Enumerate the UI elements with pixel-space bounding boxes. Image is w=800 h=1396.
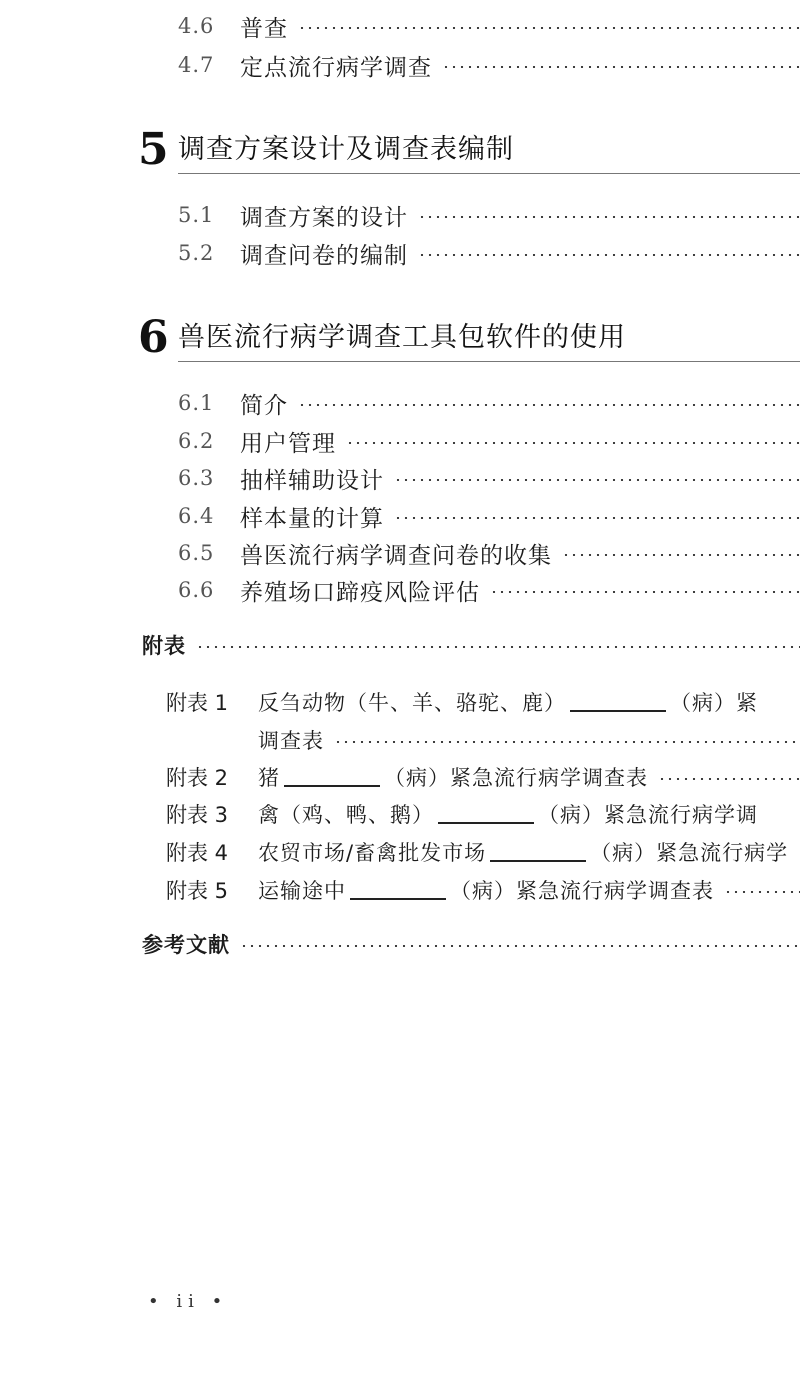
appendix-heading[interactable] [142, 627, 800, 663]
appendix-number: 附表 4 [166, 841, 229, 865]
section-number: 6.2 [178, 429, 215, 453]
toc-entry-4-7[interactable] [178, 48, 800, 82]
appendix-item-2[interactable] [166, 759, 800, 795]
section-number: 4.6 [178, 14, 215, 38]
appendix-title-after: （病）紧急流行病学 [590, 841, 789, 865]
dot-leader [346, 442, 800, 444]
chapter-rule [178, 173, 800, 174]
appendix-title-after: （病）紧急流行病学调查表 [384, 766, 648, 790]
dot-leader [394, 479, 800, 481]
dot-leader [334, 741, 800, 743]
dot-leader [658, 778, 800, 780]
toc-entry-6-1[interactable] [178, 386, 800, 420]
toc-entry-6-2[interactable] [178, 424, 800, 458]
appendix-item-3[interactable] [166, 796, 800, 832]
fill-in-blank [284, 785, 380, 787]
section-number: 4.7 [178, 53, 215, 77]
section-title: 普查 [240, 15, 288, 42]
section-title: 养殖场口蹄疫风险评估 [240, 579, 480, 606]
section-title: 调查方案的设计 [240, 204, 408, 231]
references-heading[interactable] [142, 926, 800, 962]
chapter-title: 兽医流行病学调查工具包软件的使用 [178, 322, 626, 353]
section-number: 5.1 [178, 203, 215, 227]
toc-entry-6-3[interactable] [178, 461, 800, 495]
appendix-item-1[interactable] [166, 684, 800, 720]
appendix-label: 附表 [142, 634, 186, 658]
chapter-number: 6 [138, 312, 169, 363]
page-number: • ii • [148, 1291, 229, 1312]
appendix-number: 附表 1 [166, 691, 229, 715]
appendix-item-1-continuation[interactable] [258, 722, 800, 758]
toc-entry-6-4[interactable] [178, 499, 800, 533]
section-title: 样本量的计算 [240, 505, 384, 532]
section-title: 调查问卷的编制 [240, 242, 408, 269]
section-title: 用户管理 [240, 430, 336, 457]
toc-entry-6-5[interactable] [178, 536, 800, 570]
dot-leader [418, 216, 800, 218]
toc-entry-6-6[interactable] [178, 573, 800, 607]
dot-leader [562, 554, 800, 556]
appendix-title-before: 猪 [258, 766, 280, 790]
appendix-title-after: （病）紧急流行病学调 [538, 803, 758, 827]
fill-in-blank [438, 822, 534, 824]
appendix-title-before: 反刍动物（牛、羊、骆驼、鹿） [258, 691, 566, 715]
appendix-item-5[interactable] [166, 872, 800, 908]
section-number: 6.1 [178, 391, 215, 415]
dot-leader [298, 404, 800, 406]
appendix-title-before: 禽（鸡、鸭、鹅） [258, 803, 434, 827]
dot-leader [724, 891, 800, 893]
section-number: 5.2 [178, 241, 215, 265]
appendix-number: 附表 3 [166, 803, 229, 827]
section-number: 6.6 [178, 578, 215, 602]
fill-in-blank [350, 898, 446, 900]
references-label: 参考文献 [142, 933, 230, 957]
appendix-number: 附表 2 [166, 766, 229, 790]
chapter-6-heading[interactable] [138, 300, 800, 363]
appendix-title-before: 运输途中 [258, 879, 346, 903]
appendix-title-after: （病）紧 [670, 691, 758, 715]
fill-in-blank [570, 710, 666, 712]
dot-leader [490, 591, 800, 593]
toc-entry-5-1[interactable] [178, 198, 800, 232]
section-number: 6.3 [178, 466, 215, 490]
fill-in-blank [490, 860, 586, 862]
section-number: 6.4 [178, 504, 215, 528]
dot-leader [442, 66, 800, 68]
toc-entry-4-6[interactable] [178, 9, 800, 43]
dot-leader [196, 646, 800, 648]
section-number: 6.5 [178, 541, 215, 565]
chapter-number: 5 [138, 124, 169, 175]
toc-entry-5-2[interactable] [178, 236, 800, 270]
dot-leader [394, 517, 800, 519]
appendix-title-before: 农贸市场/畜禽批发市场 [258, 841, 487, 865]
section-title: 兽医流行病学调查问卷的收集 [240, 542, 552, 569]
chapter-title: 调查方案设计及调查表编制 [178, 134, 514, 165]
section-title: 定点流行病学调查 [240, 54, 432, 81]
dot-leader [298, 27, 800, 29]
section-title: 简介 [240, 392, 288, 419]
dot-leader [418, 254, 800, 256]
appendix-number: 附表 5 [166, 879, 229, 903]
appendix-title-after: （病）紧急流行病学调查表 [450, 879, 714, 903]
chapter-5-heading[interactable] [138, 112, 800, 175]
appendix-item-4[interactable] [166, 834, 800, 870]
dot-leader [240, 945, 800, 947]
section-title: 抽样辅助设计 [240, 467, 384, 494]
chapter-rule [178, 361, 800, 362]
appendix-title-continuation: 调查表 [258, 729, 324, 753]
